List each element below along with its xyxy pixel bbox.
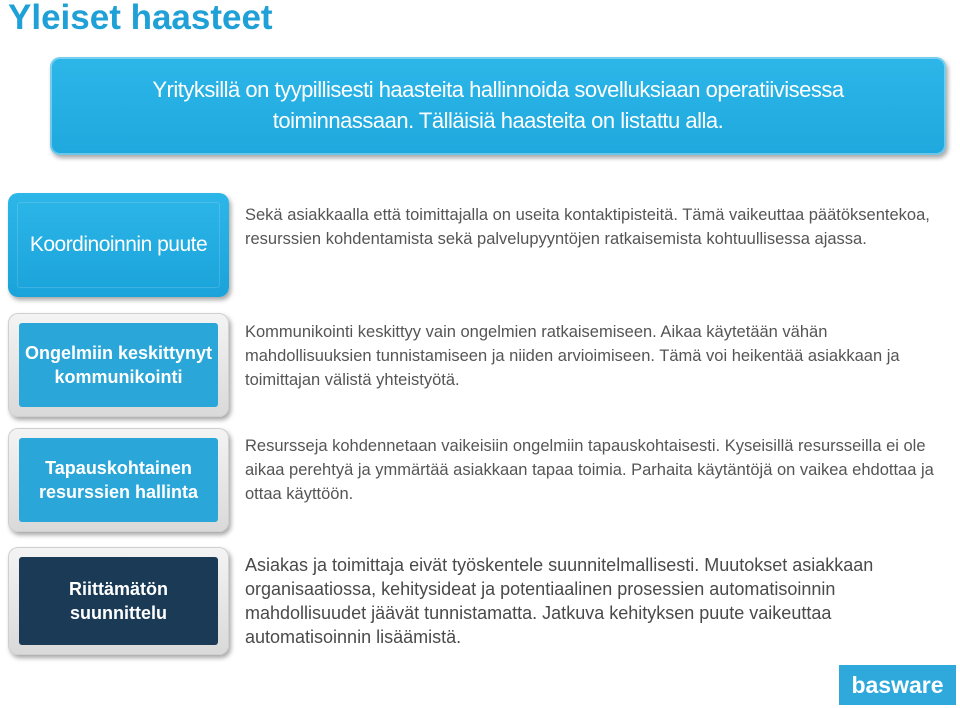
challenge-label-planning <box>8 547 229 655</box>
page-title: Yleiset haasteet <box>8 0 273 37</box>
challenge-description-communication: Kommunikointi keskittyy vain ongelmien ratkaisemiseen. Aikaa käytetään vähän mahdollisuuksien tunnistamiseen ja niiden arvioimiseen. Tämä voi heikentää asiakkaan ja toimittajan välistä yhteistyötä. <box>245 323 900 389</box>
challenge-label-communication <box>8 313 229 417</box>
basware-logo: basware <box>839 665 956 705</box>
challenge-label-coordination <box>8 193 229 297</box>
intro-banner <box>50 57 946 155</box>
intro-line-1: Yrityksillä on tyypillisesti haasteita hallinnoida sovelluksiaan operatiivisessa <box>152 77 844 102</box>
intro-line-2: toiminnassaan. Tälläisiä haasteita on listattu alla. <box>272 108 724 133</box>
challenge-label-text: Riittämätön suunnittelu <box>69 579 168 623</box>
challenge-description-planning: Asiakas ja toimittaja eivät työskentele suunnitelmallisesti. Muutokset asiakkaan organisaatiossa, kehitysideat ja potentiaalinen prosessien automatisoinnin mahdollisuudet jäävät tunnistamatta. Jatkuva kehityksen puute vaikeuttaa automatisoinnin lisäämistä. <box>245 555 874 647</box>
challenge-label-text: Koordinoinnin puute <box>29 233 208 256</box>
challenge-description-resources: Resursseja kohdennetaan vaikeisiin ongelmiin tapauskohtaisesti. Kyseisillä resursseilla ei ole aikaa perehtyä ja ymmärtää asiakkaan tapaa toimia. Parhaita käytäntöjä on vaikea ehdottaa ja ottaa käyttöön. <box>245 437 934 503</box>
challenge-label-resources <box>8 428 229 532</box>
challenge-description-coordination: Sekä asiakkaalla että toimittajalla on useita kontaktipisteitä. Tämä vaikeuttaa päätöksentekoa, resurssien kohdentamista sekä palvelupyyntöjen ratkaisemista kohtuullisessa ajassa. <box>245 206 930 248</box>
challenge-label-text: Tapauskohtainen resurssien hallinta <box>38 458 199 502</box>
challenge-label-text: Ongelmiin keskittynyt kommunikointi <box>24 343 213 387</box>
